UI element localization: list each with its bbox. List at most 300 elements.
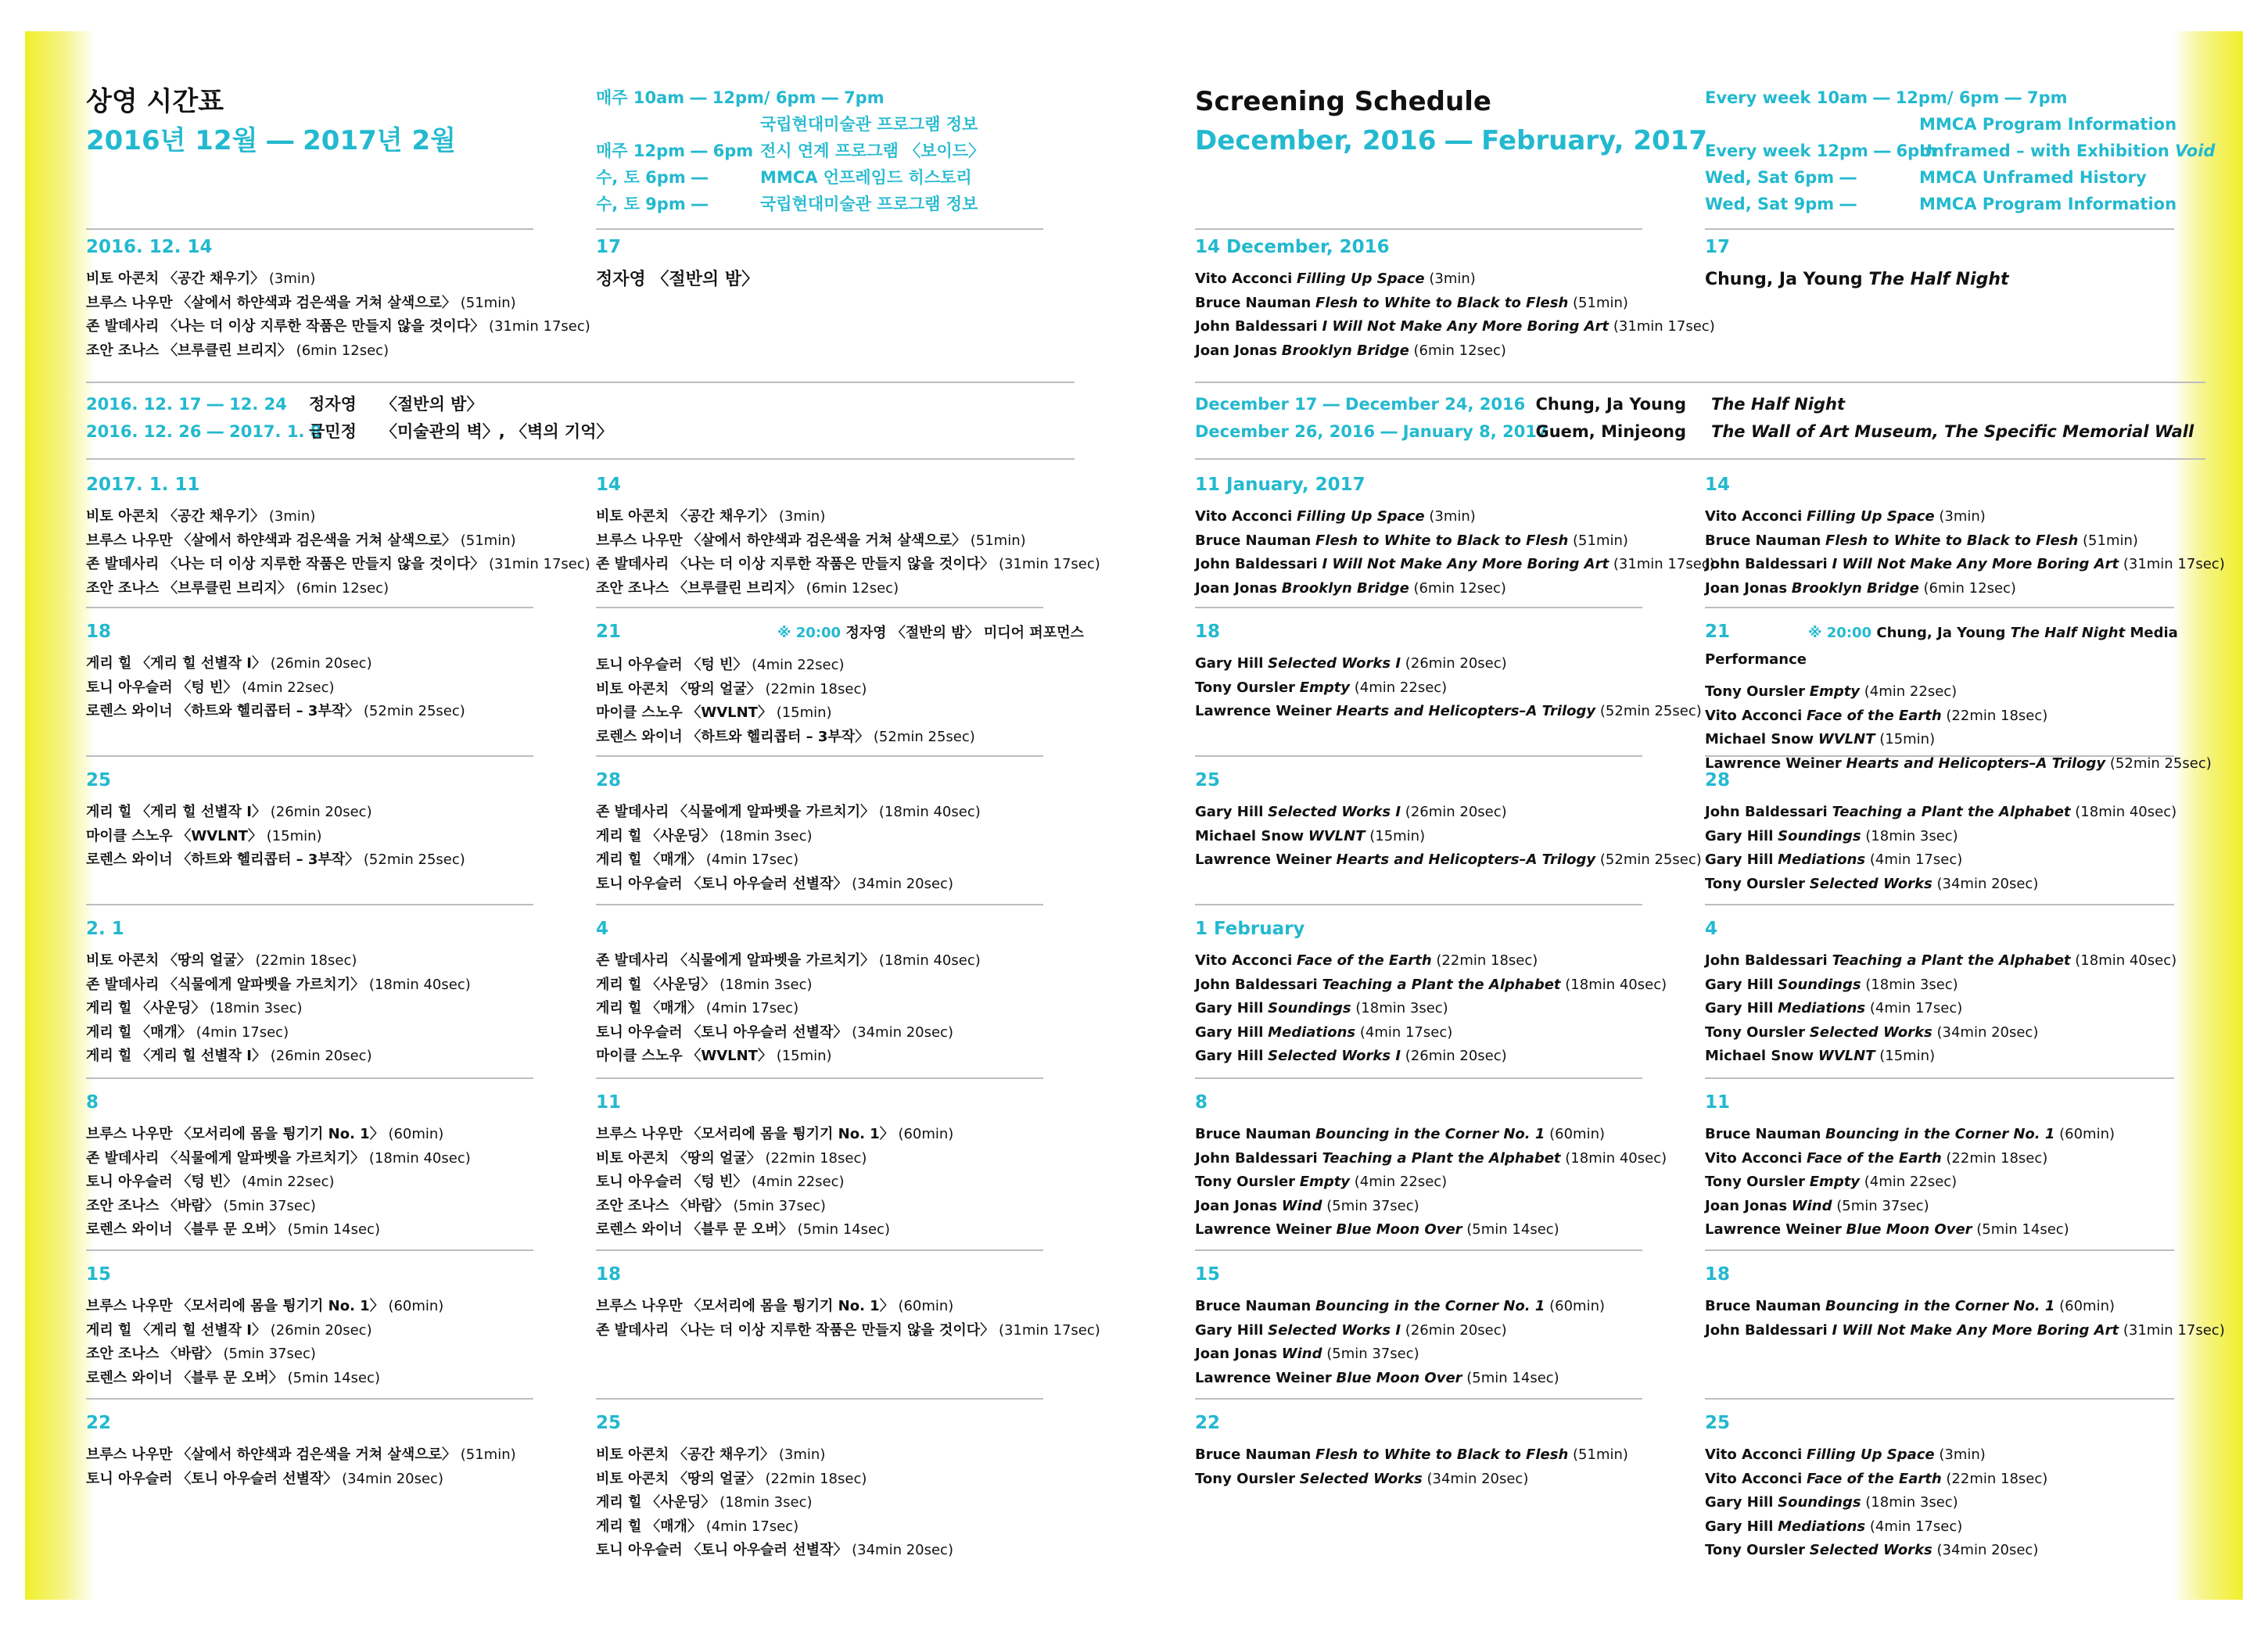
work-title: 〈바람〉	[163, 1197, 219, 1214]
duration: (3min)	[778, 1446, 826, 1463]
screening-row	[86, 848, 465, 873]
day-block-feb1	[86, 916, 471, 1069]
divider-line	[596, 904, 1043, 905]
range-row	[1195, 418, 2194, 446]
duration: (5min 37sec)	[733, 1197, 826, 1214]
artist-name: 토니 아우슬러	[86, 1470, 173, 1487]
screening-row	[596, 1443, 953, 1468]
work-title: 〈살에서 하얀색과 검은색을 거쳐 살색으로〉	[177, 532, 457, 549]
artist-name: Tony Oursler	[1195, 679, 1296, 696]
info-what: MMCA 언프레임드 히스토리	[760, 168, 972, 187]
duration: (5min 14sec)	[1466, 1221, 1559, 1238]
work-title: Teaching a Plant the Alphabet	[1832, 952, 2071, 969]
artist-name: Bruce Nauman	[1705, 532, 1821, 549]
duration: (4min 17sec)	[705, 1000, 799, 1016]
artist-name: Vito Acconci	[1705, 1446, 1803, 1463]
work-title: Wind	[1791, 1197, 1832, 1214]
duration: (4min 22sec)	[1864, 1174, 1958, 1190]
work-title: Flesh to White to Black to Flesh	[1825, 532, 2079, 549]
screening-row	[596, 1468, 953, 1492]
screening-row	[596, 1123, 953, 1147]
screening-row	[596, 1147, 953, 1171]
artist-name: 로렌스 와이너	[86, 851, 173, 868]
divider-line	[1195, 755, 1642, 757]
screening-row	[596, 825, 981, 849]
day-date: 2017. 1. 11	[86, 475, 200, 495]
artist-name: 비토 아콘치	[596, 680, 669, 697]
screening-row	[86, 997, 471, 1021]
ko-info-row	[596, 84, 985, 111]
work-title: 〈바람〉	[673, 1197, 729, 1214]
duration: (60min)	[388, 1298, 444, 1314]
duration: (31min 17sec)	[488, 318, 590, 335]
artist-name: Joan Jonas	[1705, 579, 1788, 597]
duration: (52min 25sec)	[873, 728, 975, 745]
screening-row	[1705, 1515, 2047, 1540]
en-info-row	[1705, 138, 2215, 164]
duration: (18min 40sec)	[2075, 804, 2177, 820]
work-title: Selected Works I	[1268, 1321, 1401, 1339]
duration: (26min 20sec)	[1405, 804, 1507, 820]
artist-name: 게리 힐	[596, 1000, 642, 1016]
artist-name: 존 발데사리	[596, 952, 669, 969]
artist-name: 존 발데사리	[596, 1321, 669, 1339]
info-when: Wed, Sat 6pm ―	[1705, 168, 1857, 187]
screening-row	[1195, 1021, 1667, 1045]
work-title: 〈텅 빈〉	[687, 1174, 748, 1190]
work-title: Mediations	[1778, 1518, 1866, 1535]
work-title: 〈브루클린 브리지〉	[163, 342, 292, 359]
duration: (5min 14sec)	[1976, 1221, 2069, 1238]
duration: (26min 20sec)	[1405, 1048, 1507, 1064]
screening-row	[1195, 676, 1702, 701]
day-block-feb25	[1705, 1411, 2047, 1563]
work-title: Flesh to White to Black to Flesh	[1315, 532, 1569, 549]
artist-name: 브루스 나우만	[86, 1446, 173, 1463]
day-block-feb18	[596, 1262, 1100, 1342]
divider-line	[1195, 607, 1642, 608]
work-title: 〈사운딩〉	[646, 1494, 716, 1511]
work-title: 〈토니 아우슬러 선별작〉	[687, 1542, 848, 1558]
divider-line	[86, 755, 533, 757]
screening-row	[86, 1295, 443, 1319]
work-title: Empty	[1299, 1174, 1351, 1190]
info-what: Unframed – with Exhibition	[1919, 142, 2176, 160]
work-title: 〈사운딩〉	[646, 827, 716, 844]
screening-row	[596, 1045, 981, 1069]
note-tail: Media Performance	[1705, 625, 2178, 668]
day-block-feb15	[86, 1262, 443, 1390]
screening-row	[1195, 1319, 1605, 1343]
duration: (18min 40sec)	[368, 1149, 471, 1167]
duration: (26min 20sec)	[270, 804, 372, 820]
screening-row	[1705, 825, 2176, 849]
artist-name: 토니 아우슬러	[86, 1174, 173, 1190]
screening-row	[596, 678, 1084, 702]
artist-name: Vito Acconci	[1705, 707, 1803, 724]
duration: (5min 37sec)	[1836, 1197, 1929, 1214]
info-when: Every week 10am ― 12pm/ 6pm ― 7pm	[1705, 88, 2068, 107]
work-title: Bouncing in the Corner No. 1	[1825, 1126, 2055, 1142]
range-title: The Half Night	[1711, 395, 1846, 414]
screening-row	[1195, 801, 1702, 825]
screening-row	[596, 1218, 953, 1242]
range-row	[86, 418, 612, 446]
screening-row	[1705, 1491, 2047, 1515]
work-title: 〈하트와 헬리콥터 – 3부작〉	[177, 703, 360, 719]
screening-text	[1705, 267, 2009, 292]
duration: (26min 20sec)	[1405, 1321, 1507, 1339]
screening-row	[86, 315, 590, 339]
duration: (34min 20sec)	[852, 1023, 953, 1041]
duration: (4min 17sec)	[1869, 1518, 1963, 1535]
day-block-feb4	[1705, 916, 2176, 1069]
duration: (5min 37sec)	[223, 1346, 316, 1362]
day-date: 15	[1195, 1264, 1221, 1285]
artist-name: 게리 힐	[596, 827, 642, 844]
ko-info-row	[596, 164, 985, 191]
artist-name: Lawrence Weiner	[1705, 1221, 1842, 1238]
screening-row	[1195, 315, 1715, 339]
artist-name: 게리 힐	[86, 655, 132, 672]
duration: (4min 17sec)	[196, 1023, 289, 1041]
duration: (18min 3sec)	[1865, 976, 1958, 993]
screening-row	[596, 1319, 1100, 1343]
divider-line	[86, 607, 533, 608]
artist-name: 게리 힐	[596, 851, 642, 868]
screening-row	[1705, 997, 2176, 1021]
screening-row	[1705, 577, 2225, 601]
artist-name: 존 발데사리	[86, 556, 160, 572]
screening-row	[1705, 728, 2268, 752]
duration: (60min)	[1549, 1126, 1606, 1142]
artist-name: 존 발데사리	[86, 318, 160, 335]
duration: (15min)	[776, 1048, 832, 1064]
screening-row	[596, 873, 981, 897]
duration: (15min)	[1879, 731, 1936, 747]
artist-name: Gary Hill	[1195, 1321, 1264, 1339]
day-block-feb22	[86, 1411, 516, 1491]
day-date: 22	[86, 1413, 112, 1433]
range-title: 〈미술관의 벽〉, 〈벽의 기억〉	[381, 422, 613, 441]
performance-note	[777, 625, 1084, 641]
left-yellow-edge	[25, 31, 95, 1600]
range-row	[1195, 391, 2194, 418]
duration: (3min)	[268, 508, 316, 525]
work-title: Selected Works	[1809, 1023, 1932, 1041]
day-block-jan21	[1705, 619, 2268, 776]
screening-row	[86, 801, 465, 825]
artist-name: 조안 조나스	[86, 342, 160, 359]
artist-name: 마이클 스노우	[596, 704, 683, 721]
duration: (51min)	[460, 294, 516, 311]
screening-row	[86, 973, 471, 998]
work-title: 〈모서리에 몸을 튕기기 No. 1〉	[177, 1126, 384, 1142]
screening-row	[1705, 1170, 2115, 1195]
info-when: 매주 12pm ― 6pm	[596, 142, 754, 160]
artist-name: Michael Snow	[1705, 1048, 1814, 1064]
screening-row	[1705, 801, 2176, 825]
work-title: I Will Not Make Any More Boring Art	[1832, 1321, 2119, 1339]
performance-note	[1705, 625, 2178, 668]
day-block-feb8	[1195, 1090, 1667, 1242]
day-block-jan18	[1195, 619, 1702, 724]
artist-name: 존 발데사리	[86, 976, 160, 993]
screening-row	[1195, 1342, 1605, 1367]
screening-row	[596, 553, 1100, 577]
work-title: 〈게리 힐 선별작 I〉	[136, 804, 266, 820]
screening-row	[1705, 1468, 2047, 1492]
duration: (4min 17sec)	[705, 851, 799, 868]
work-title: 〈토니 아우슬러 선별작〉	[687, 875, 848, 892]
duration: (4min 22sec)	[1354, 679, 1448, 696]
divider-line	[596, 1077, 1043, 1079]
screening-row	[86, 1319, 443, 1343]
en-subtitle: December, 2016 ― February, 2017	[1195, 125, 1707, 156]
range-row	[86, 391, 612, 418]
ko-header	[86, 84, 456, 163]
artist-name: Lawrence Weiner	[1195, 1369, 1332, 1386]
artist-name: Gary Hill	[1705, 827, 1774, 844]
divider-line	[596, 1398, 1043, 1400]
duration: (3min)	[1939, 1446, 1986, 1463]
day-date: 14 December, 2016	[1195, 237, 1390, 257]
screening-row	[86, 292, 590, 316]
duration: (51min)	[970, 532, 1026, 549]
duration: (6min 12sec)	[1413, 342, 1506, 359]
artist-name: 토니 아우슬러	[596, 1174, 683, 1190]
duration: (4min 22sec)	[752, 1174, 845, 1190]
duration: (34min 20sec)	[342, 1470, 443, 1487]
artist-name: 비토 아콘치	[596, 1470, 669, 1487]
artist-name: Vito Acconci	[1195, 271, 1293, 287]
work-title: 〈매개〉	[136, 1023, 192, 1041]
duration: (52min 25sec)	[1599, 851, 1702, 868]
day-date: 25	[596, 1413, 622, 1433]
work-title: Empty	[1299, 679, 1351, 696]
info-when: 수, 토 6pm ―	[596, 168, 709, 187]
divider-line	[1195, 228, 1642, 230]
screening-row	[1195, 553, 1715, 577]
ko-info-row	[596, 138, 985, 164]
screening-row	[1705, 1021, 2176, 1045]
screening-row	[1195, 1147, 1667, 1171]
work-title: Selected Works	[1299, 1470, 1423, 1487]
duration: (18min 3sec)	[1865, 1494, 1958, 1511]
day-date: 28	[1705, 770, 1731, 790]
screening-row	[86, 1443, 516, 1468]
work-title: Filling Up Space	[1807, 508, 1935, 525]
artist-name: 토니 아우슬러	[86, 679, 173, 696]
ko-info-row	[596, 191, 985, 217]
work-title: 〈WVLNT〉	[687, 1048, 772, 1064]
work-title: Teaching a Plant the Alphabet	[1322, 1149, 1561, 1167]
duration: (31min 17sec)	[1613, 556, 1715, 572]
artist-name: 비토 아콘치	[596, 1149, 669, 1167]
day-block-feb8	[86, 1090, 471, 1242]
work-title: 〈살에서 하얀색과 검은색을 거쳐 살색으로〉	[177, 1446, 457, 1463]
artist-name: Gary Hill	[1195, 1000, 1264, 1016]
artist-name: Tony Oursler	[1195, 1174, 1296, 1190]
artist-name: 로렌스 와이너	[86, 703, 173, 719]
divider-line	[1195, 1249, 1642, 1251]
artist-name: 브루스 나우만	[596, 1298, 683, 1314]
artist-name: Gary Hill	[1705, 1518, 1774, 1535]
note-time: ※ 20:00	[1808, 625, 1872, 641]
screening-row	[596, 848, 981, 873]
duration: (60min)	[898, 1126, 954, 1142]
work-title: Flesh to White to Black to Flesh	[1315, 1446, 1569, 1463]
ko-title: 상영 시간표	[86, 86, 224, 117]
artist-name: 브루스 나우만	[86, 1298, 173, 1314]
day-date: 11	[1705, 1092, 1731, 1113]
duration: (51min)	[460, 532, 516, 549]
work-title: 〈사운딩〉	[136, 1000, 206, 1016]
work-title: 〈모서리에 몸을 튕기기 No. 1〉	[687, 1298, 894, 1314]
day-date: 21 ※ 20:00 정자영 〈절반의 밤〉 미디어 퍼포먼스	[596, 622, 1084, 642]
work-title: Face of the Earth	[1807, 707, 1942, 724]
work-title: 〈하트와 헬리콥터 – 3부작〉	[687, 728, 870, 745]
duration: (6min 12sec)	[806, 579, 899, 597]
screening-row	[596, 801, 981, 825]
screening-text: 정자영 〈절반의 밤〉	[596, 270, 759, 289]
screening-row	[1195, 1195, 1667, 1219]
duration: (18min 3sec)	[1865, 827, 1958, 844]
screening-row	[1195, 848, 1702, 873]
work-title: Empty	[1809, 683, 1861, 700]
duration: (4min 22sec)	[1864, 683, 1958, 700]
day-date: 21 ※ 20:00 Chung, Ja Young The Half Night Media Performance	[1705, 622, 2178, 668]
screening-row	[1195, 997, 1667, 1021]
screening-row	[1195, 1295, 1605, 1319]
screening-row	[596, 997, 981, 1021]
duration: (22min 18sec)	[1946, 1470, 2048, 1487]
day-date: 2. 1	[86, 919, 124, 939]
work-title: Filling Up Space	[1807, 1446, 1935, 1463]
work-title: 〈모서리에 몸을 튕기기 No. 1〉	[177, 1298, 384, 1314]
work-title: 〈토니 아우슬러 선별작〉	[177, 1470, 338, 1487]
screening-row	[1705, 1295, 2225, 1319]
artist-name: John Baldessari	[1195, 556, 1318, 572]
work-title: 〈매개〉	[646, 851, 702, 868]
day-block-dec14	[86, 235, 590, 363]
work-title: 〈나는 더 이상 지루한 작품은 만들지 않을 것이다〉	[163, 318, 485, 335]
day-block-jan11	[86, 472, 590, 600]
day-date: 14	[596, 475, 622, 495]
artist-name: Bruce Nauman	[1195, 1298, 1312, 1314]
day-date: 4	[596, 919, 609, 939]
work-title: Selected Works I	[1268, 804, 1401, 820]
work-title: 〈사운딩〉	[646, 976, 716, 993]
info-when: Wed, Sat 9pm ―	[1705, 195, 1857, 213]
duration: (26min 20sec)	[1405, 655, 1507, 672]
work-title: 〈텅 빈〉	[687, 657, 748, 673]
divider-line	[1195, 1077, 1642, 1079]
duration: (3min)	[778, 508, 826, 525]
divider-line	[1705, 1249, 2174, 1251]
artist-name: Bruce Nauman	[1195, 532, 1312, 549]
divider-line	[1195, 904, 1642, 905]
screening-row	[1705, 973, 2176, 998]
duration: (4min 17sec)	[705, 1518, 799, 1535]
divider-line	[86, 1398, 533, 1400]
day-block-feb25	[596, 1411, 953, 1563]
duration: (5min 37sec)	[1326, 1197, 1419, 1214]
duration: (51min)	[2083, 532, 2138, 549]
duration: (22min 18sec)	[1946, 1149, 2048, 1167]
day-block-jan25	[86, 768, 465, 873]
artist-name: Lawrence Weiner	[1195, 1221, 1332, 1238]
duration: (5min 14sec)	[287, 1221, 380, 1238]
ko-subtitle: 2016년 12월 ― 2017년 2월	[86, 125, 456, 156]
duration: (18min 3sec)	[720, 976, 813, 993]
artist-name: Tony Oursler	[1705, 683, 1806, 700]
duration: (52min 25sec)	[363, 851, 465, 868]
screening-row	[86, 1147, 471, 1171]
screening-row	[1195, 577, 1715, 601]
artist-name: Bruce Nauman	[1705, 1126, 1821, 1142]
note-artist: Chung, Ja Young	[1876, 625, 2006, 641]
work-title: 〈블루 문 오버〉	[177, 1221, 283, 1238]
artist-name: Gary Hill	[1195, 655, 1264, 672]
divider-line	[86, 904, 533, 905]
screening-row	[1705, 529, 2225, 554]
artist-name: Chung, Ja Young	[1705, 270, 1863, 289]
day-date: 18	[86, 622, 112, 642]
range-title: 〈절반의 밤〉	[381, 395, 483, 414]
artist-name: 로렌스 와이너	[596, 1221, 683, 1238]
work-title: Face of the Earth	[1297, 952, 1432, 969]
duration: (60min)	[2059, 1298, 2115, 1314]
divider-line	[1705, 904, 2174, 905]
range-artist: 금민정	[309, 422, 357, 441]
work-title: 〈브루클린 브리지〉	[673, 579, 802, 597]
screening-row	[596, 1491, 953, 1515]
day-date: 25	[1195, 770, 1221, 790]
work-title: Blue Moon Over	[1336, 1369, 1462, 1386]
day-block-feb1	[1195, 916, 1667, 1069]
screening-row	[1195, 339, 1715, 364]
artist-name: 브루스 나우만	[86, 1126, 173, 1142]
day-block-jan28	[1705, 768, 2176, 896]
artist-name: 비토 아콘치	[596, 508, 669, 525]
artist-name: Vito Acconci	[1705, 1470, 1803, 1487]
duration: (22min 18sec)	[1436, 952, 1538, 969]
work-title: 〈살에서 하얀색과 검은색을 거쳐 살색으로〉	[687, 532, 967, 549]
artist-name: Vito Acconci	[1705, 508, 1803, 525]
screening-row	[1705, 505, 2225, 529]
divider-line	[596, 755, 1043, 757]
day-block-jan28	[596, 768, 981, 896]
divider-line	[1705, 1077, 2174, 1079]
artist-name: Vito Acconci	[1195, 508, 1293, 525]
work-title: Empty	[1809, 1174, 1861, 1190]
artist-name: 조안 조나스	[86, 579, 160, 597]
artist-name: 게리 힐	[86, 1023, 132, 1041]
artist-name: Lawrence Weiner	[1195, 851, 1332, 868]
artist-name: Bruce Nauman	[1195, 1446, 1312, 1463]
work-title: 〈WVLNT〉	[687, 704, 772, 721]
artist-name: 비토 아콘치	[86, 952, 160, 969]
screening-row	[1195, 825, 1702, 849]
duration: (6min 12sec)	[296, 579, 389, 597]
day-date: 8	[86, 1092, 99, 1113]
artist-name: Vito Acconci	[1195, 952, 1293, 969]
screening-row	[596, 1295, 1100, 1319]
day-date: 18	[1195, 622, 1221, 642]
duration: (6min 12sec)	[1413, 579, 1506, 597]
work-title: 〈바람〉	[163, 1346, 219, 1362]
